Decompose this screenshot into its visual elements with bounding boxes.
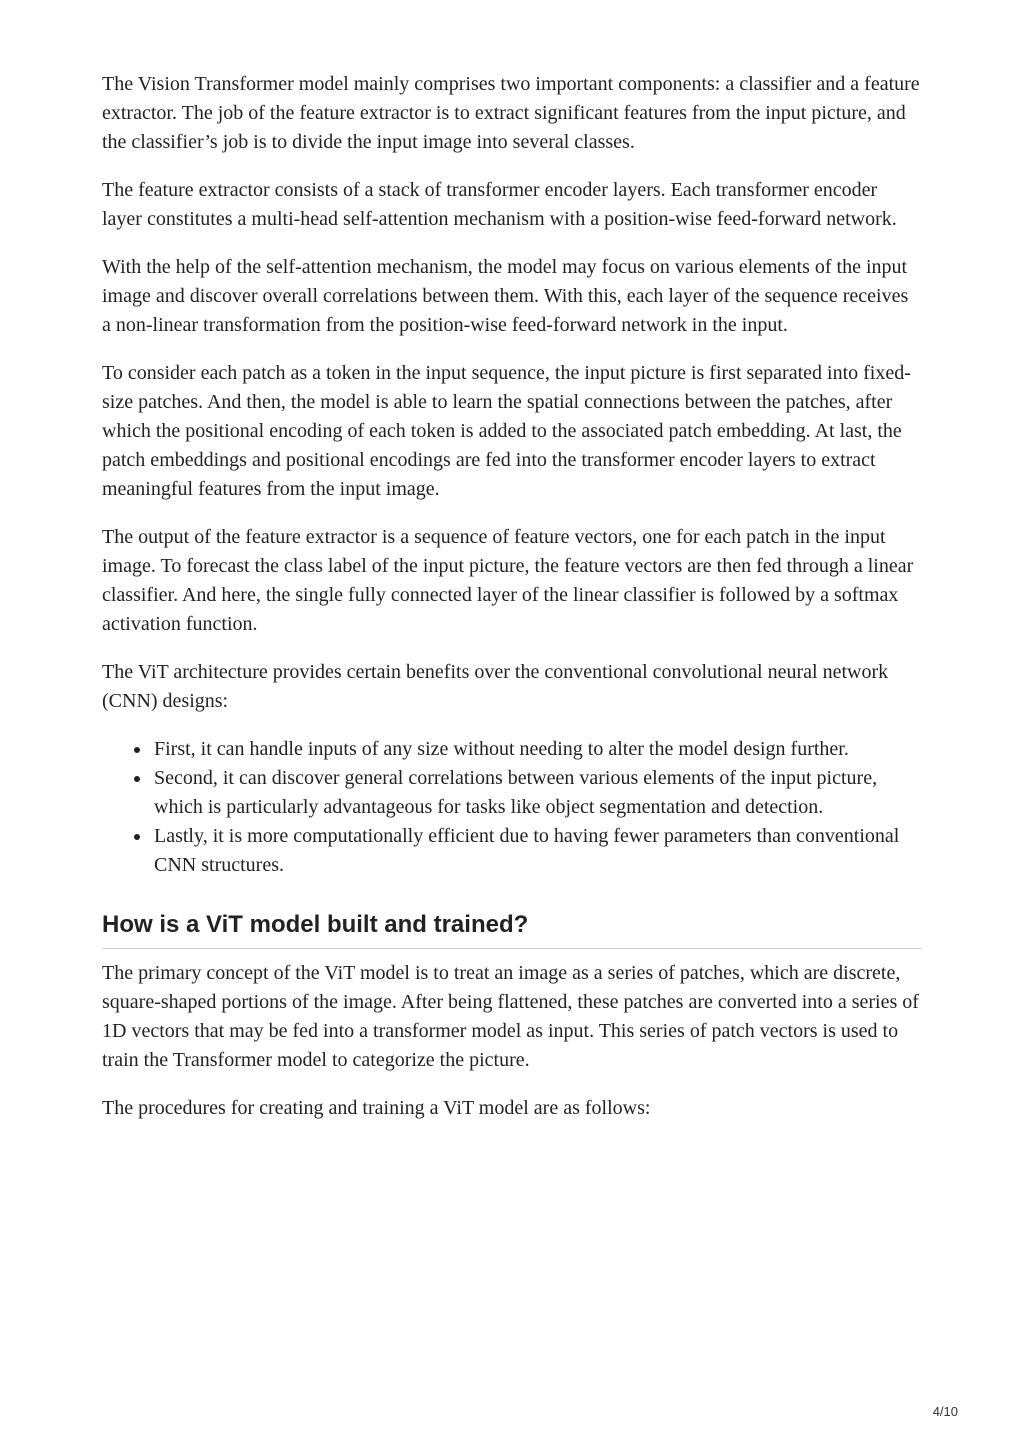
- paragraph-vit-concept: The primary concept of the ViT model is to treat an image as a series of patches, which are discrete, square-shaped portions of the image. After being flattened, these patches are converted into a series of 1D vectors that may be fed into a transformer model as input. This series of patch vectors is used to train the Transformer model to categorize the picture.: [102, 962, 919, 1071]
- paragraph-classifier-output: The output of the feature extractor is a sequence of feature vectors, one for each patch in the input image. To forecast the class label of the input picture, the feature vectors are then fed through a linear classifier. And here, the single fully connected layer of the linear classifier is followed by a softmax activation function.: [102, 526, 914, 635]
- list-item: Lastly, it is more computationally efficient due to having fewer parameters than conventional CNN structures.: [154, 822, 922, 880]
- paragraph-self-attention: With the help of the self-attention mechanism, the model may focus on various elements of the input image and discover overall correlations between them. With this, each layer of the sequence receives a non-linear transformation from the position-wise feed-forward network in the input.: [102, 256, 909, 336]
- paragraph-patches: To consider each patch as a token in the input sequence, the input picture is first separated into fixed-size patches. And then, the model is able to learn the spatial connections between the patches, after which the positional encoding of each token is added to the associated patch embedding. At last, the patch embeddings and positional encodings are fed into the transformer encoder layers to extract meaningful features from the input image.: [102, 362, 911, 500]
- benefits-list: [102, 735, 922, 880]
- document-page: [102, 70, 922, 1142]
- paragraph-vit-components: The Vision Transformer model mainly comprises two important components: a classifier and a feature extractor. The job of the feature extractor is to extract significant features from the input picture, and the classifier’s job is to divide the input image into several classes.: [102, 73, 920, 153]
- paragraph-procedures-intro: The procedures for creating and training a ViT model are as follows:: [102, 1097, 651, 1119]
- paragraph-feature-extractor: The feature extractor consists of a stack of transformer encoder layers. Each transformer encoder layer constitutes a multi-head self-attention mechanism with a position-wise feed-forward network.: [102, 179, 897, 230]
- page-number: 4/10: [932, 1404, 958, 1419]
- section-heading: How is a ViT model built and trained?: [102, 910, 922, 949]
- paragraph-vit-benefits-intro: The ViT architecture provides certain benefits over the conventional convolutional neural network (CNN) designs:: [102, 661, 889, 712]
- list-item: First, it can handle inputs of any size without needing to alter the model design further.: [154, 735, 922, 764]
- list-item: Second, it can discover general correlations between various elements of the input picture, which is particularly advantageous for tasks like object segmentation and detection.: [154, 764, 922, 822]
